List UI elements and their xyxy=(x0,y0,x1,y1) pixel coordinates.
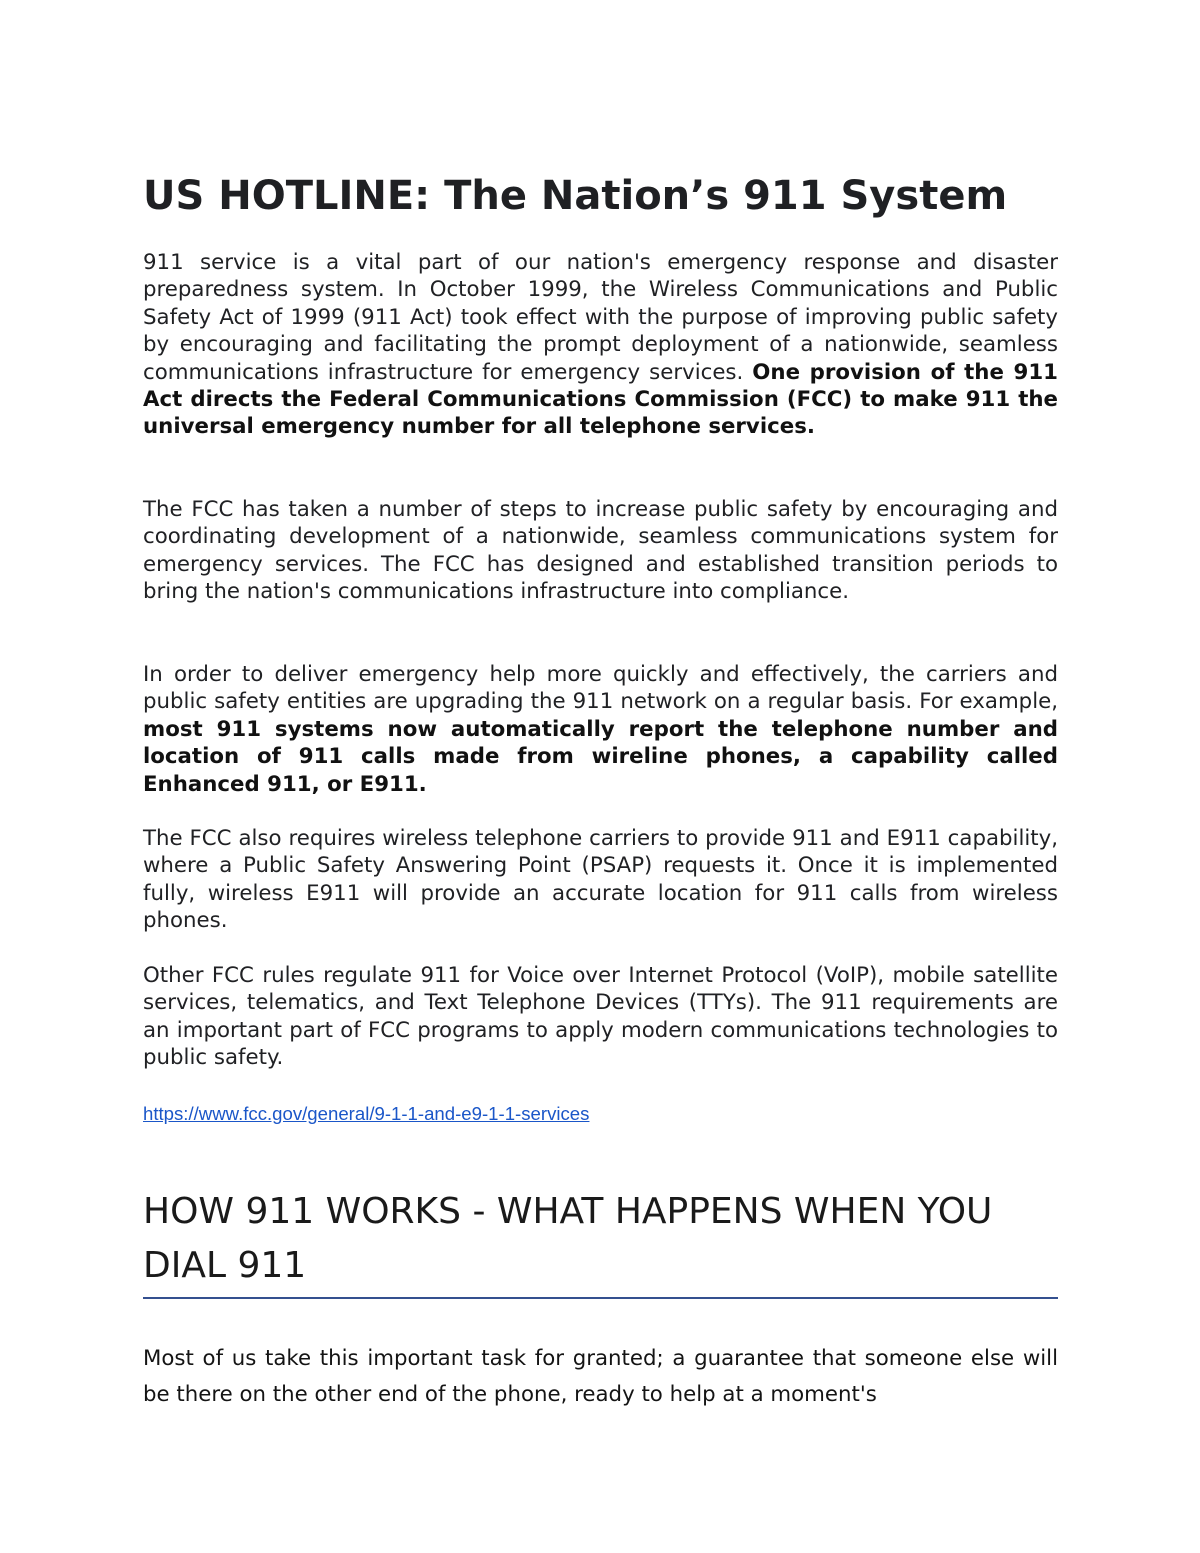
paragraph-text: In order to deliver emergency help more quickly and effectively, the carriers and public safety entities are upgrading the 911 network on a regular basis. For example, xyxy=(143,662,1058,715)
heading-divider xyxy=(143,1297,1058,1299)
paragraph-e911 xyxy=(143,661,1058,798)
section-heading: HOW 911 WORKS - WHAT HAPPENS WHEN YOU DIAL 911 xyxy=(143,1191,993,1286)
source-link[interactable]: https://www.fcc.gov/general/9-1-1-and-e9-1-1-services xyxy=(143,1103,590,1124)
paragraph-bold-text: One provision of the 911 Act directs the Federal Communications Commission (FCC) to make 911 the universal emergency number for all telephone services. xyxy=(143,359,1058,440)
paragraph-wireless: The FCC also requires wireless telephone carriers to provide 911 and E911 capability, where a Public Safety Answering Point (PSAP) requests it. Once it is implemented fully, wireless E911 will provide an accurate location for 911 calls from wireless phones. xyxy=(143,826,1058,934)
paragraph-voip: Other FCC rules regulate 911 for Voice over Internet Protocol (VoIP), mobile satellite services, telematics, and Text Telephone Devices (TTYs). The 911 requirements are an important part of FCC programs to apply modern communications technologies to public safety. xyxy=(143,963,1058,1071)
paragraph-911-act xyxy=(143,249,1058,441)
document-title: US HOTLINE: The Nation’s 911 System xyxy=(143,173,1008,219)
paragraph-how-911-works: Most of us take this important task for granted; a guarantee that someone else will be there on the other end of the phone, ready to help at a moment's xyxy=(143,1346,1058,1407)
paragraph-fcc-steps: The FCC has taken a number of steps to increase public safety by encouraging and coordinating development of a nationwide, seamless communications system for emergency services. The FCC has designed and established transition periods to bring the nation's communications infrastructure into compliance. xyxy=(143,497,1058,605)
paragraph-bold-text: most 911 systems now automatically report the telephone number and location of 911 calls made from wireline phones, a capability called Enhanced 911, or E911. xyxy=(143,716,1058,797)
paragraph-text: 911 service is a vital part of our nation's emergency response and disaster preparedness system. In October 1999, the Wireless Communications and Public Safety Act of 1999 (911 Act) took effect with the purpose of improving public safety by encouraging and facilitating the prompt deployment of a nationwide, seamless communications infrastructure for emergency services. xyxy=(143,250,1058,385)
